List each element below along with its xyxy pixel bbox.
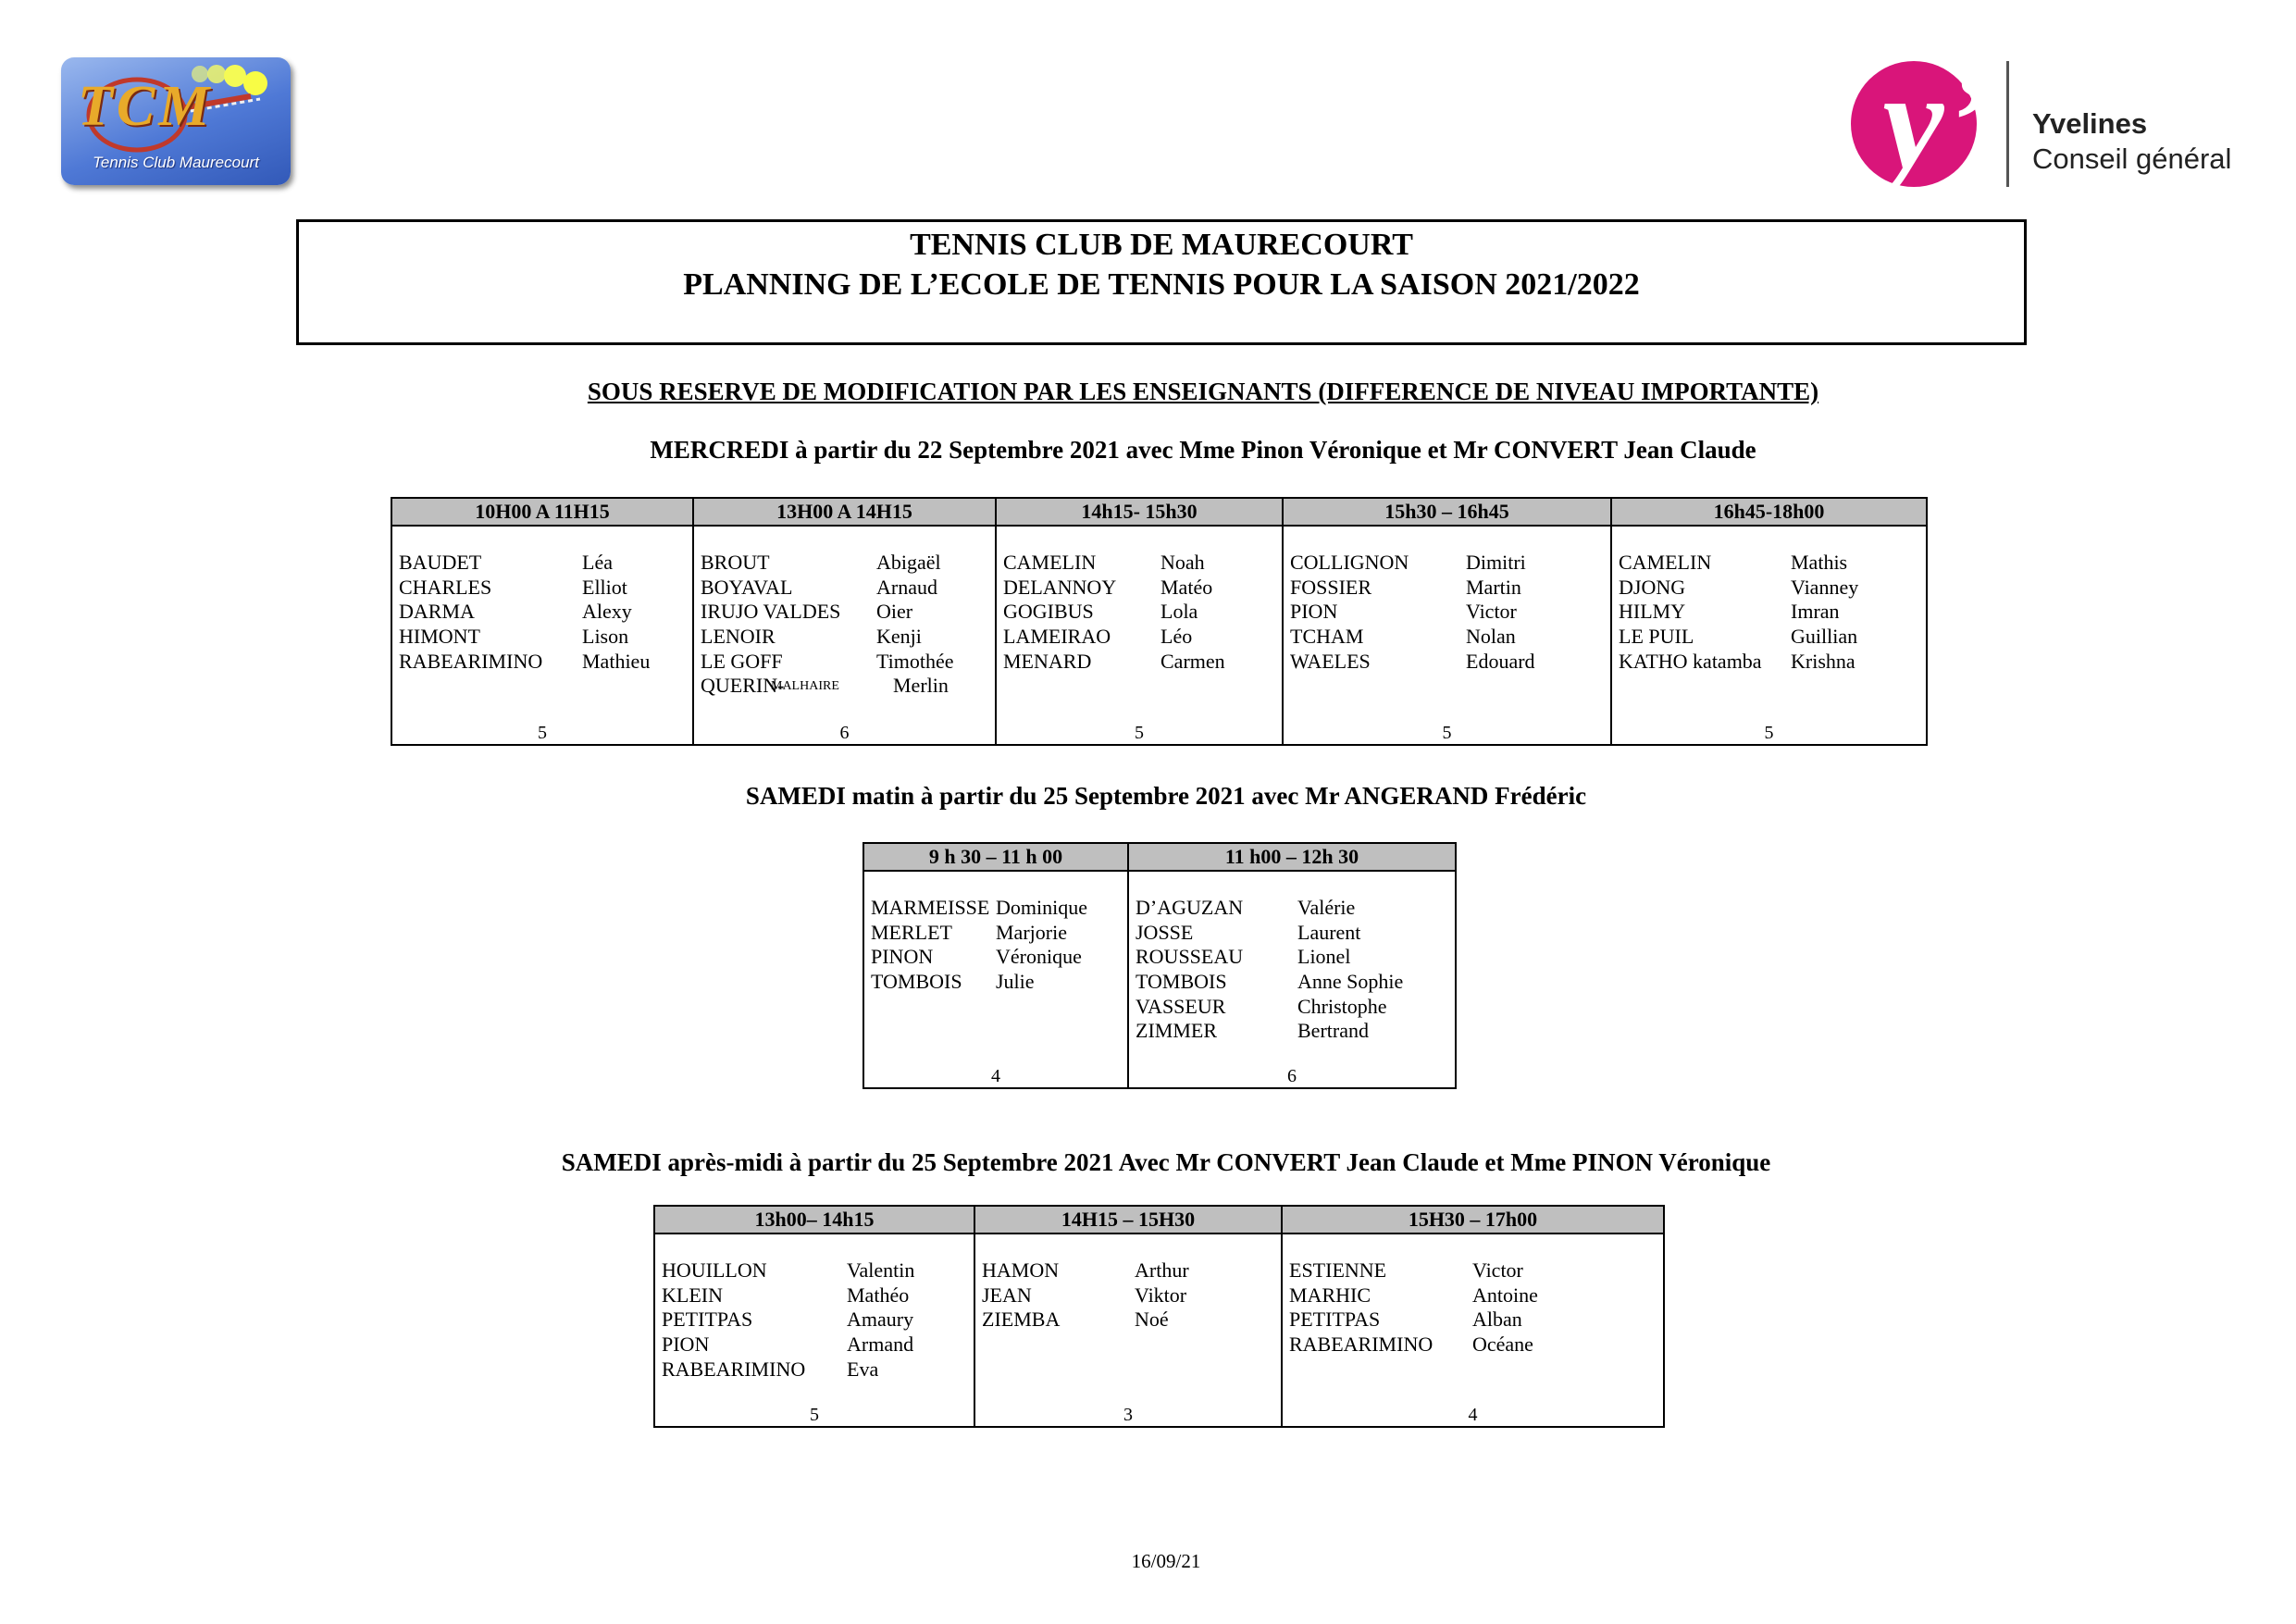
player-row — [1003, 551, 1278, 576]
slot-time-header: 16h45-18h00 — [1612, 499, 1926, 527]
slot-time-header: 15h30 – 16h45 — [1284, 499, 1610, 527]
player-row — [871, 945, 1123, 970]
player-row — [1619, 600, 1922, 625]
player-last-name: LE GOFF — [701, 649, 783, 673]
player-last-name: LENOIR — [701, 625, 776, 649]
player-last-name: QUERIN- — [701, 674, 785, 698]
player-row — [1619, 551, 1922, 576]
player-last-name: MENARD — [1003, 649, 1092, 673]
player-first-name: Abigaël — [876, 551, 941, 574]
tcm-caption: Tennis Club Maurecourt — [93, 154, 259, 171]
player-first-name: Noah — [1160, 551, 1205, 574]
player-last-name: TOMBOIS — [1136, 970, 1227, 994]
player-row — [1290, 600, 1607, 625]
player-first-name: Elliot — [582, 575, 627, 599]
slot-column — [864, 844, 1127, 1087]
player-last-name: IRUJO VALDES — [701, 600, 841, 624]
player-last-name: ZIMMER — [1136, 1019, 1217, 1043]
player-row — [662, 1308, 970, 1333]
slot-column — [692, 499, 995, 744]
samedi-apres-midi-schedule-table — [653, 1205, 1665, 1428]
player-first-name: Krishna — [1791, 649, 1855, 673]
player-row — [1003, 576, 1278, 601]
player-count: 3 — [1123, 1405, 1133, 1425]
player-first-name: Amaury — [847, 1308, 914, 1332]
player-first-name: Marjorie — [996, 920, 1067, 944]
player-last-name-suffix: MALHAIRE — [771, 679, 839, 694]
player-first-name: Matéo — [1160, 575, 1213, 599]
player-first-name: Christophe — [1297, 994, 1387, 1018]
player-row — [1289, 1333, 1659, 1357]
player-last-name: PION — [1290, 600, 1338, 624]
title-box — [296, 219, 2027, 345]
yvelines-glyph: y’ — [1882, 44, 1991, 198]
player-row — [701, 625, 991, 650]
player-row — [399, 625, 689, 650]
slot-time-header: 13h00– 14h15 — [655, 1207, 974, 1234]
player-last-name: TOMBOIS — [871, 970, 962, 994]
player-first-name: Victor — [1472, 1258, 1523, 1282]
player-first-name: Edouard — [1466, 649, 1535, 673]
player-row — [1003, 650, 1278, 675]
player-last-name: ROUSSEAU — [1136, 945, 1244, 969]
samedi-matin-heading: SAMEDI matin à partir du 25 Septembre 2021 avec Mr ANGERAND Frédéric — [745, 782, 1587, 810]
player-first-name: Imran — [1791, 600, 1840, 624]
player-last-name: MERLET — [871, 920, 952, 944]
player-last-name: MARHIC — [1289, 1283, 1371, 1307]
player-row — [1289, 1283, 1659, 1308]
player-last-name: BAUDET — [399, 551, 482, 574]
slot-column — [392, 499, 692, 744]
player-row — [1289, 1308, 1659, 1333]
player-first-name: Arnaud — [876, 575, 937, 599]
player-last-name: LAMEIRAO — [1003, 625, 1111, 649]
player-first-name: Lionel — [1297, 945, 1351, 969]
player-row — [1289, 1258, 1659, 1283]
player-first-name: Océane — [1472, 1333, 1533, 1357]
player-row — [982, 1308, 1277, 1333]
logo-divider — [2006, 61, 2009, 187]
player-first-name: Léo — [1160, 625, 1193, 649]
player-last-name: DARMA — [399, 600, 475, 624]
player-first-name: Carmen — [1160, 649, 1225, 673]
player-first-name: Valérie — [1297, 896, 1356, 919]
player-last-name: D’AGUZAN — [1136, 896, 1244, 919]
player-row — [399, 650, 689, 675]
slot-column — [1127, 844, 1455, 1087]
player-row — [1619, 625, 1922, 650]
player-row — [982, 1283, 1277, 1308]
player-first-name: Anne Sophie — [1297, 970, 1404, 994]
player-last-name: CAMELIN — [1619, 551, 1712, 574]
player-last-name: PETITPAS — [1289, 1308, 1381, 1332]
player-first-name: Julie — [996, 970, 1035, 994]
player-count: 6 — [1287, 1066, 1297, 1086]
player-row — [662, 1333, 970, 1357]
player-last-name: RABEARIMINO — [399, 649, 543, 673]
player-last-name: PION — [662, 1333, 710, 1357]
player-row — [1136, 1019, 1451, 1044]
page-title: TENNIS CLUB DE MAURECOURT — [910, 228, 1413, 262]
player-count: 4 — [991, 1066, 1000, 1086]
player-last-name: VASSEUR — [1136, 994, 1226, 1018]
player-first-name: Arthur — [1135, 1258, 1189, 1282]
slot-time-header: 15H30 – 17h00 — [1283, 1207, 1663, 1234]
player-row — [662, 1283, 970, 1308]
player-first-name: Oier — [876, 600, 913, 624]
player-row — [701, 600, 991, 625]
player-row — [1136, 896, 1451, 921]
player-last-name: JOSSE — [1136, 920, 1194, 944]
player-count: 5 — [810, 1405, 819, 1425]
player-row — [701, 551, 991, 576]
player-first-name: Merlin — [893, 674, 949, 698]
player-first-name: Victor — [1466, 600, 1517, 624]
player-last-name: CHARLES — [399, 575, 492, 599]
player-last-name: BROUT — [701, 551, 770, 574]
player-last-name: BOYAVAL — [701, 575, 793, 599]
player-first-name: Eva — [847, 1357, 879, 1381]
player-row — [1290, 551, 1607, 576]
player-first-name: Noé — [1135, 1308, 1169, 1332]
mercredi-heading: MERCREDI à partir du 22 Septembre 2021 avec Mme Pinon Véronique et Mr CONVERT Jean Claude — [650, 436, 1756, 464]
player-first-name: Véronique — [996, 945, 1082, 969]
player-count: 5 — [538, 723, 547, 743]
player-first-name: Guillian — [1791, 625, 1858, 649]
samedi-matin-schedule-table — [863, 842, 1457, 1089]
player-last-name: HILMY — [1619, 600, 1686, 624]
player-row — [399, 551, 689, 576]
player-last-name: ZIEMBA — [982, 1308, 1061, 1332]
yvelines-logo — [1851, 44, 2277, 198]
yvelines-name: Yvelines — [2032, 107, 2148, 140]
player-last-name: HOUILLON — [662, 1258, 767, 1282]
player-first-name: Léa — [582, 551, 613, 574]
player-row — [1290, 576, 1607, 601]
player-row — [1136, 995, 1451, 1020]
slot-column — [995, 499, 1282, 744]
slot-column — [974, 1207, 1281, 1426]
player-count: 5 — [1442, 723, 1452, 743]
player-last-name: PINON — [871, 945, 934, 969]
player-first-name: Martin — [1466, 575, 1521, 599]
player-row — [1136, 970, 1451, 995]
player-first-name: Alexy — [582, 600, 632, 624]
player-last-name: PETITPAS — [662, 1308, 753, 1332]
player-first-name: Bertrand — [1297, 1019, 1369, 1043]
modification-notice: SOUS RESERVE DE MODIFICATION PAR LES ENSEIGNANTS (DIFFERENCE DE NIVEAU IMPORTANTE) — [587, 378, 1819, 405]
player-last-name: RABEARIMINO — [1289, 1333, 1433, 1357]
player-last-name: DJONG — [1619, 575, 1686, 599]
player-row — [982, 1258, 1277, 1283]
slot-time-header: 14h15- 15h30 — [997, 499, 1282, 527]
tcm-letters: TCM — [78, 75, 214, 138]
player-last-name: TCHAM — [1290, 625, 1364, 649]
player-row — [701, 576, 991, 601]
player-first-name: Lison — [582, 625, 629, 649]
player-count: 6 — [839, 723, 850, 743]
player-first-name: Valentin — [847, 1258, 915, 1282]
player-row — [871, 896, 1123, 921]
player-last-name: ESTIENNE — [1289, 1258, 1387, 1282]
player-row — [662, 1357, 970, 1382]
player-first-name: Vianney — [1791, 575, 1859, 599]
player-first-name: Mathis — [1791, 551, 1848, 574]
player-first-name: Alban — [1472, 1308, 1522, 1332]
player-row — [1136, 921, 1451, 946]
player-last-name: COLLIGNON — [1290, 551, 1409, 574]
slot-time-header: 9 h 30 – 11 h 00 — [864, 844, 1127, 872]
slot-time-header: 11 h00 – 12h 30 — [1129, 844, 1455, 872]
tcm-logo — [61, 57, 291, 185]
yvelines-subtitle: Conseil général — [2032, 143, 2232, 175]
player-first-name: Kenji — [876, 625, 922, 649]
slot-time-header: 10H00 A 11H15 — [392, 499, 692, 527]
slot-column — [655, 1207, 974, 1426]
player-first-name: Timothée — [876, 649, 954, 673]
player-first-name: Dimitri — [1466, 551, 1526, 574]
player-last-name: HAMON — [982, 1258, 1060, 1282]
slot-time-header: 14H15 – 15H30 — [975, 1207, 1281, 1234]
player-row — [1003, 625, 1278, 650]
player-row — [662, 1258, 970, 1283]
slot-column — [1281, 1207, 1663, 1426]
player-first-name: Nolan — [1466, 625, 1516, 649]
player-count: 5 — [1135, 723, 1144, 743]
player-row — [1290, 625, 1607, 650]
player-last-name: DELANNOY — [1003, 575, 1117, 599]
footer-date: 16/09/21 — [1131, 1550, 1201, 1572]
player-row — [1619, 650, 1922, 675]
player-count: 5 — [1764, 723, 1774, 743]
slot-column — [1610, 499, 1926, 744]
player-first-name: Dominique — [996, 896, 1087, 919]
player-last-name: WAELES — [1290, 649, 1371, 673]
player-row — [1003, 600, 1278, 625]
player-last-name: JEAN — [982, 1283, 1032, 1307]
player-first-name: Laurent — [1297, 920, 1361, 944]
player-last-name: MARMEISSE — [871, 896, 990, 919]
mercredi-schedule-table — [391, 497, 1928, 746]
player-row — [1136, 945, 1451, 970]
player-row — [701, 674, 991, 699]
player-row — [871, 970, 1123, 995]
player-last-name: LE PUIL — [1619, 625, 1694, 649]
samedi-apres-midi-heading: SAMEDI après-midi à partir du 25 Septembre 2021 Avec Mr CONVERT Jean Claude et Mme PINON Véronique — [561, 1148, 1771, 1176]
slot-time-header: 13H00 A 14H15 — [694, 499, 995, 527]
player-row — [1290, 650, 1607, 675]
player-row — [871, 921, 1123, 946]
player-last-name: KLEIN — [662, 1283, 723, 1307]
page-subtitle: PLANNING DE L’ECOLE DE TENNIS POUR LA SAISON 2021/2022 — [683, 267, 1640, 302]
player-first-name: Lola — [1160, 600, 1198, 624]
player-row — [701, 650, 991, 675]
slot-column — [1282, 499, 1610, 744]
player-count: 4 — [1468, 1405, 1478, 1425]
player-first-name: Mathieu — [582, 649, 651, 673]
player-last-name: HIMONT — [399, 625, 480, 649]
player-last-name: FOSSIER — [1290, 575, 1372, 599]
player-first-name: Mathéo — [847, 1283, 910, 1307]
player-last-name: RABEARIMINO — [662, 1357, 806, 1381]
player-last-name: GOGIBUS — [1003, 600, 1094, 624]
player-row — [399, 576, 689, 601]
player-first-name: Viktor — [1135, 1283, 1187, 1307]
player-last-name: CAMELIN — [1003, 551, 1097, 574]
player-first-name: Antoine — [1472, 1283, 1538, 1307]
player-row — [1619, 576, 1922, 601]
player-row — [399, 600, 689, 625]
player-first-name: Armand — [847, 1333, 914, 1357]
player-last-name: KATHO katamba — [1619, 649, 1762, 673]
